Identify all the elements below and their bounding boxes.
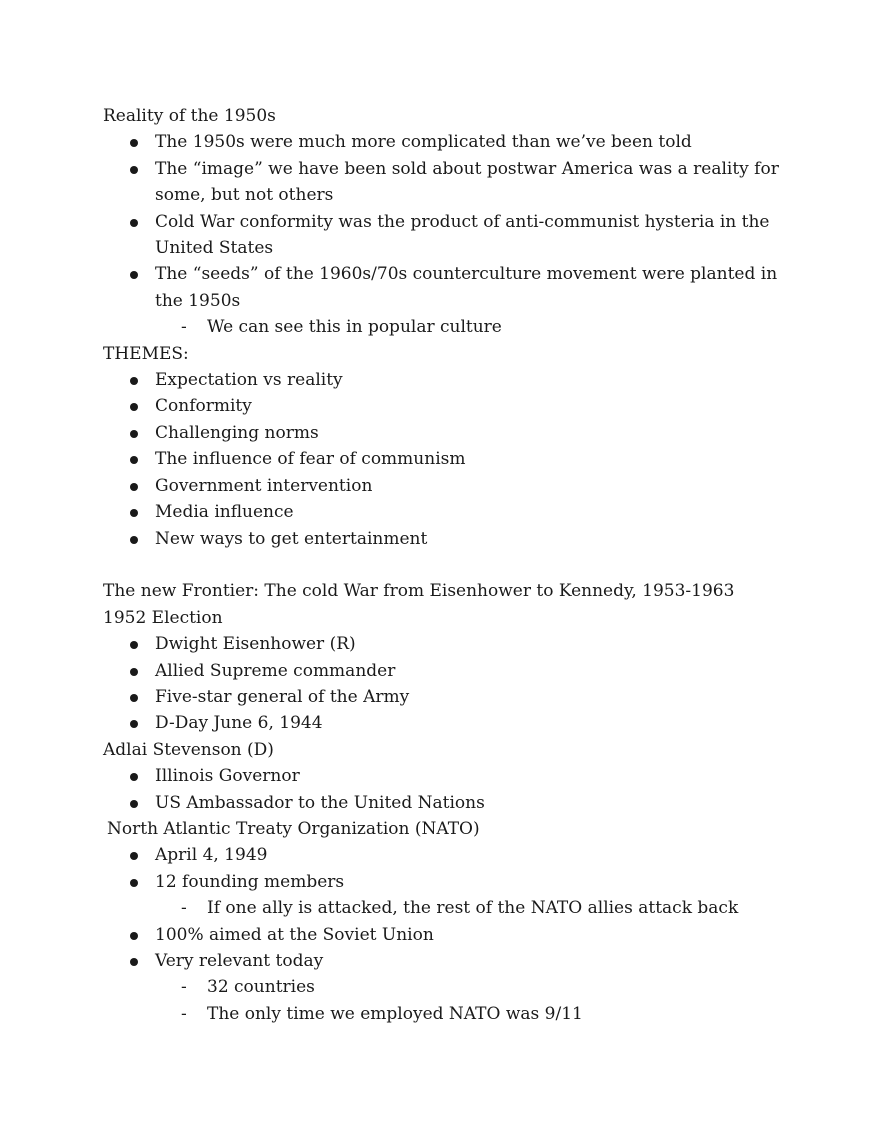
- list-item: Five-star general of the Army: [103, 684, 793, 710]
- themes-bullet-list: [103, 367, 793, 552]
- list-item: Media influence: [103, 499, 793, 525]
- list-item: The 1950s were much more complicated than we’ve been told: [103, 129, 793, 155]
- bullet-icon: [130, 773, 138, 781]
- section-title-new-frontier: The new Frontier: The cold War from Eisenhower to Kennedy, 1953-1963: [103, 581, 735, 602]
- bullet-icon: [130, 139, 138, 147]
- reality-bullet-list: [103, 129, 793, 314]
- list-item: 12 founding members: [103, 869, 793, 895]
- list-item: Government intervention: [103, 473, 793, 499]
- bullet-icon: [130, 271, 138, 279]
- list-item: April 4, 1949: [103, 842, 793, 868]
- bullet-icon: [130, 694, 138, 702]
- dash-icon: -: [181, 317, 187, 338]
- stevenson-bullet-list: [103, 763, 793, 816]
- bullet-icon: [130, 166, 138, 174]
- bullet-icon: [130, 456, 138, 464]
- bullet-icon: [130, 932, 138, 940]
- section-heading-1952-election: 1952 Election: [103, 607, 223, 628]
- nato-relevant-sub-list: [103, 974, 793, 1027]
- bullet-icon: [130, 720, 138, 728]
- bullet-icon: [130, 377, 138, 385]
- list-item: 100% aimed at the Soviet Union: [103, 922, 793, 948]
- bullet-icon: [130, 852, 138, 860]
- list-item: US Ambassador to the United Nations: [103, 790, 793, 816]
- bullet-icon: [130, 958, 138, 966]
- bullet-icon: [130, 536, 138, 544]
- election-bullet-list: [103, 631, 793, 737]
- sub-list-item: - 32 countries: [103, 974, 793, 1000]
- bullet-icon: [130, 483, 138, 491]
- list-item: Dwight Eisenhower (R): [103, 631, 793, 657]
- list-item: The “image” we have been sold about postwar America was a reality for some, but not others: [103, 156, 793, 209]
- section-heading-themes: THEMES:: [103, 343, 189, 364]
- sub-list-item: - We can see this in popular culture: [103, 314, 793, 340]
- list-item: Illinois Governor: [103, 763, 793, 789]
- bullet-icon: [130, 879, 138, 887]
- bullet-icon: [130, 430, 138, 438]
- list-item: Cold War conformity was the product of anti-communist hysteria in the United States: [103, 209, 793, 262]
- dash-icon: -: [181, 977, 187, 998]
- list-item: The “seeds” of the 1960s/70s counterculture movement were planted in the 1950s: [103, 261, 793, 314]
- list-item: New ways to get entertainment: [103, 526, 793, 552]
- bullet-icon: [130, 509, 138, 517]
- list-item: D-Day June 6, 1944: [103, 710, 793, 736]
- list-item: Allied Supreme commander: [103, 658, 793, 684]
- list-item: The influence of fear of communism: [103, 446, 793, 472]
- section-heading-stevenson: Adlai Stevenson (D): [103, 739, 274, 760]
- nato-members-sub-list: [103, 895, 793, 921]
- nato-bullet-list-a: [103, 842, 793, 895]
- section-heading-nato: North Atlantic Treaty Organization (NATO): [107, 818, 480, 839]
- list-item: Very relevant today: [103, 948, 793, 974]
- dash-icon: -: [181, 1003, 187, 1024]
- list-item: Conformity: [103, 393, 793, 419]
- nato-bullet-list-b: [103, 922, 793, 975]
- bullet-icon: [130, 641, 138, 649]
- bullet-icon: [130, 403, 138, 411]
- dash-icon: -: [181, 898, 187, 919]
- reality-sub-list: [103, 314, 793, 340]
- bullet-icon: [130, 668, 138, 676]
- list-item: Challenging norms: [103, 420, 793, 446]
- document-body: [103, 103, 793, 1027]
- bullet-icon: [130, 800, 138, 808]
- section-heading-reality: Reality of the 1950s: [103, 106, 276, 126]
- list-item: Expectation vs reality: [103, 367, 793, 393]
- sub-list-item: - If one ally is attacked, the rest of the NATO allies attack back: [103, 895, 793, 921]
- sub-list-item: - The only time we employed NATO was 9/11: [103, 1001, 793, 1027]
- blank-line: [103, 552, 793, 578]
- bullet-icon: [130, 219, 138, 227]
